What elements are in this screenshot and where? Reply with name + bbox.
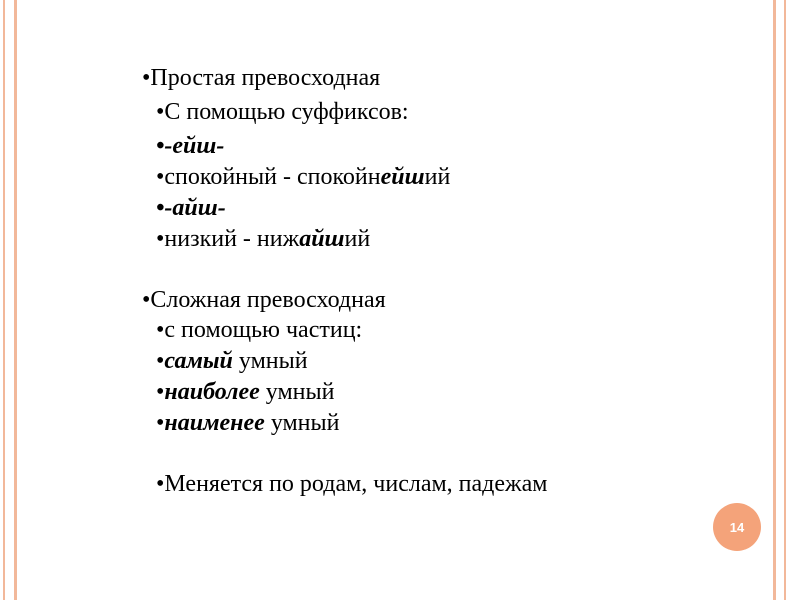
- particle-naimenee-word: наименее: [164, 410, 265, 436]
- line-with-particles: •с помощью частиц:: [156, 317, 363, 343]
- particle-naimenee: [156, 409, 340, 437]
- particle-naibolee-bullet: •: [156, 379, 165, 405]
- particle-naibolee-rest: умный: [259, 379, 335, 405]
- example-spokoyny-ending: ий: [424, 164, 451, 190]
- example-spokoyny: [156, 163, 450, 191]
- example-nizky-prefix: •низкий - ниж: [156, 226, 300, 252]
- heading-compound-superlative: •Сложная превосходная: [142, 287, 386, 313]
- suffix-eysh: •-ейш-: [156, 133, 225, 159]
- particle-samyy: [156, 347, 308, 375]
- example-spokoyny-suffix: ейш: [380, 164, 425, 190]
- particle-samyy-rest: умный: [232, 348, 308, 374]
- example-nizky: [156, 225, 370, 253]
- line-with-suffixes: •С помощью суффиксов:: [156, 99, 409, 125]
- particle-samyy-bullet: •: [156, 348, 165, 374]
- particle-naibolee: [156, 378, 334, 406]
- particle-naibolee-word: наиболее: [164, 379, 260, 405]
- suffix-aysh: •-айш-: [156, 195, 226, 221]
- heading-simple-superlative: •Простая превосходная: [142, 65, 381, 91]
- particle-naimenee-rest: умный: [264, 410, 340, 436]
- page-number-badge: 14: [713, 503, 761, 551]
- line-changes-by-gender: •Меняется по родам, числам, падежам: [156, 471, 548, 497]
- particle-samyy-word: самый: [164, 348, 233, 374]
- example-spokoyny-prefix: •спокойный - спокойн: [156, 164, 381, 190]
- particle-naimenee-bullet: •: [156, 410, 165, 436]
- example-nizky-ending: ий: [344, 226, 371, 252]
- example-nizky-suffix: айш: [299, 226, 345, 252]
